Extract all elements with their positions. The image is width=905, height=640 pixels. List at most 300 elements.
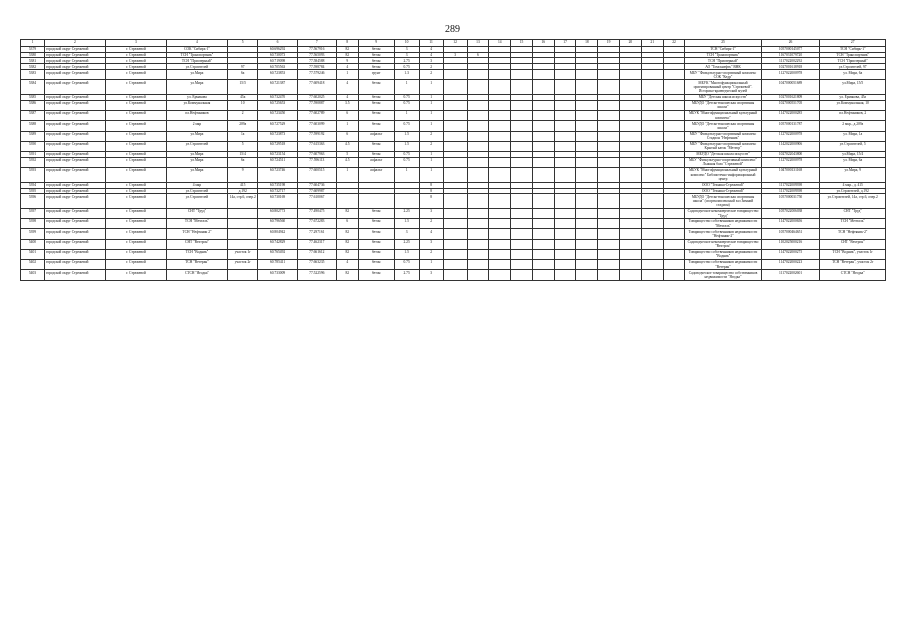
- table-cell: [598, 80, 620, 95]
- table-cell: 4: [419, 52, 443, 58]
- table-cell: [532, 70, 554, 80]
- table-cell: СНТ "Труд": [820, 208, 886, 218]
- table-cell: 77.565093: [297, 52, 336, 58]
- table-cell: [336, 194, 358, 209]
- table-cell: г. Стрежевой: [105, 239, 166, 249]
- table-cell: 5403: [21, 270, 45, 280]
- table-cell: 5: [227, 141, 258, 151]
- table-cell: ул.Коммунальная, 10: [820, 100, 886, 110]
- table-row: [21, 121, 886, 131]
- table-cell: ул. Мира, 6а: [820, 70, 886, 80]
- table-cell: [511, 70, 533, 80]
- table-cell: ТСН "Мечталь": [166, 219, 227, 229]
- table-cell: 77.522596: [297, 270, 336, 280]
- table-cell: Товарищество собственников недвижимости "Ветеран": [685, 260, 761, 270]
- table-cell: [663, 249, 685, 259]
- table-cell: [576, 100, 598, 110]
- table-cell: 4.5: [336, 141, 358, 151]
- table-cell: 60.727529: [258, 121, 297, 131]
- table-cell: 60.804942: [258, 229, 297, 239]
- table-cell: [467, 239, 489, 249]
- table-cell: [576, 121, 598, 131]
- table-cell: 60.723853: [258, 70, 297, 80]
- table-cell: [620, 239, 642, 249]
- table-cell: бетон: [358, 141, 394, 151]
- table-cell: 2.75: [394, 270, 419, 280]
- table-cell: [663, 141, 685, 151]
- table-cell: 5398: [21, 219, 45, 229]
- table-cell: ТСН "Приозерный": [166, 58, 227, 64]
- table-cell: 77.663235: [297, 260, 336, 270]
- table-cell: 0.75: [394, 100, 419, 110]
- table-row: [21, 168, 886, 183]
- table-cell: [443, 131, 467, 141]
- table-cell: [663, 208, 685, 218]
- table-cell: 5393: [21, 168, 45, 183]
- table-cell: г. Стрежевой: [105, 94, 166, 100]
- table-row: [21, 70, 886, 80]
- table-cell: [532, 239, 554, 249]
- table-cell: городской округ Стрежевой: [44, 229, 105, 239]
- table-cell: 1027000551705: [761, 100, 820, 110]
- table-cell: бетон: [358, 64, 394, 70]
- table-cell: ул.Строителей, 5: [820, 141, 886, 151]
- table-cell: ул. Ермакова, 45а: [820, 94, 886, 100]
- table-cell: [598, 131, 620, 141]
- table-cell: [663, 157, 685, 167]
- table-cell: [511, 249, 533, 259]
- table-cell: 5395: [21, 188, 45, 194]
- table-cell: ТСН "Водник", участок 1г: [820, 249, 886, 259]
- table-cell: [641, 157, 663, 167]
- table-cell: ООО "Техника-Стрежевой": [685, 188, 761, 194]
- table-cell: 8: [419, 194, 443, 209]
- table-cell: ТСН "Сибирь-1": [685, 46, 761, 52]
- table-cell: 15/4: [227, 151, 258, 157]
- table-cell: ул. Мира, 1а: [820, 131, 886, 141]
- table-cell: 1: [336, 168, 358, 183]
- table-cell: [620, 194, 642, 209]
- column-header: 15: [511, 40, 533, 47]
- table-cell: 2: [419, 70, 443, 80]
- table-cell: бетон: [358, 121, 394, 131]
- table-cell: [443, 249, 467, 259]
- table-cell: бетон: [358, 58, 394, 64]
- table-body: [21, 46, 886, 280]
- column-header: 3: [105, 40, 166, 47]
- table-cell: 1147022000656: [761, 219, 820, 229]
- table-cell: 5385: [21, 94, 45, 100]
- table-cell: городской округ Стрежевой: [44, 260, 105, 270]
- table-cell: городской округ Стрежевой: [44, 194, 105, 209]
- table-cell: [620, 219, 642, 229]
- table-cell: [641, 249, 663, 259]
- table-cell: бетон: [358, 151, 394, 157]
- table-cell: пл.Нефтяников, 2: [820, 111, 886, 121]
- table-cell: 0.75: [394, 260, 419, 270]
- column-header: 7: [297, 40, 336, 47]
- table-cell: СНТ "Вехтрон": [166, 239, 227, 249]
- table-cell: 0.75: [394, 64, 419, 70]
- table-cell: 60.723154: [258, 151, 297, 157]
- table-cell: 60.719098: [258, 58, 297, 64]
- table-cell: [443, 70, 467, 80]
- table-cell: ул.Коммунальная: [166, 100, 227, 110]
- table-cell: МБУ "Физкультурно-спортивный комплекс Крытый каток "Метеор": [685, 141, 761, 151]
- table-cell: [532, 219, 554, 229]
- table-cell: 1.5: [394, 249, 419, 259]
- table-cell: 60.723746: [258, 168, 297, 183]
- column-header: 20: [620, 40, 642, 47]
- table-cell: 77.661612: [297, 249, 336, 259]
- table-cell: 60.733009: [258, 270, 297, 280]
- table-cell: бетон: [358, 249, 394, 259]
- table-cell: [554, 131, 576, 141]
- table-cell: 9: [336, 58, 358, 64]
- table-cell: [576, 270, 598, 280]
- table-cell: 1147022000223: [761, 260, 820, 270]
- table-cell: [467, 131, 489, 141]
- table-cell: [443, 141, 467, 151]
- table-cell: 1147022000285: [761, 111, 820, 121]
- table-cell: ТСН "Водник": [166, 249, 227, 259]
- table-row: [21, 131, 886, 141]
- table-cell: [532, 229, 554, 239]
- table-cell: [576, 131, 598, 141]
- table-cell: [598, 229, 620, 239]
- table-cell: МБУДО "Детская школа искусств": [685, 151, 761, 157]
- table-cell: МБУ "Физкультурно-спортивный комплекс СОК "Кедр": [685, 70, 761, 80]
- table-cell: г. Стрежевой: [105, 260, 166, 270]
- table-cell: [554, 70, 576, 80]
- table-cell: 82: [336, 229, 358, 239]
- column-header: 18: [576, 40, 598, 47]
- table-cell: 1: [419, 168, 443, 183]
- table-cell: ул.Мира: [166, 151, 227, 157]
- table-cell: [467, 100, 489, 110]
- table-cell: 77.610067: [297, 194, 336, 209]
- table-cell: 1047000051689: [761, 80, 820, 95]
- table-cell: г. Стрежевой: [105, 100, 166, 110]
- table-cell: 60.721387: [258, 80, 297, 95]
- table-cell: [598, 111, 620, 121]
- table-cell: [598, 219, 620, 229]
- table-cell: ТСН "Нефтяник-2": [820, 229, 886, 239]
- table-cell: [443, 80, 467, 95]
- table-cell: [467, 270, 489, 280]
- table-cell: МБУ "Физкультурно-спортивный комплекс Стадион "Нефтяник": [685, 131, 761, 141]
- table-cell: [227, 229, 258, 239]
- table-cell: [620, 208, 642, 218]
- table-cell: 1117022009398: [761, 182, 820, 188]
- table-cell: [663, 168, 685, 183]
- table-cell: 1: [419, 100, 443, 110]
- table-cell: [598, 249, 620, 259]
- table-cell: 60.802773: [258, 208, 297, 218]
- table-cell: [663, 239, 685, 249]
- table-cell: [443, 194, 467, 209]
- table-cell: МБУДО "Детско-юношеская спортивная школа" (спорткомплексный зал Зимний стадион): [685, 194, 761, 209]
- table-cell: ТСН "Мечталь": [820, 219, 886, 229]
- table-cell: 415: [227, 182, 258, 188]
- table-cell: 1: [419, 151, 443, 157]
- table-cell: д.192: [227, 188, 258, 194]
- table-cell: 4: [336, 80, 358, 95]
- table-cell: бетон: [358, 80, 394, 95]
- table-row: [21, 111, 886, 121]
- table-cell: 82: [336, 249, 358, 259]
- table-cell: [511, 168, 533, 183]
- table-cell: 77.604736: [297, 182, 336, 188]
- table-cell: 1: [419, 80, 443, 95]
- registry-table: [20, 39, 886, 281]
- table-cell: 77.602025: [297, 94, 336, 100]
- table-cell: 77.600515: [297, 168, 336, 183]
- table-cell: 1057000031750: [761, 194, 820, 209]
- column-header: 2: [44, 40, 105, 47]
- table-cell: [511, 219, 533, 229]
- table-cell: 5400: [21, 239, 45, 249]
- table-cell: 10: [227, 100, 258, 110]
- table-cell: ТСН "Нефтяник 2": [166, 229, 227, 239]
- table-cell: [598, 260, 620, 270]
- table-cell: АО "Томскнефть" ВНК: [685, 64, 761, 70]
- table-cell: 1: [419, 121, 443, 131]
- table-cell: 1: [336, 121, 358, 131]
- column-header: 21: [641, 40, 663, 47]
- table-cell: 1027022043800: [761, 151, 820, 157]
- table-cell: городской округ Стрежевой: [44, 58, 105, 64]
- table-cell: [358, 194, 394, 209]
- table-cell: 0.75: [394, 151, 419, 157]
- table-cell: бетон: [358, 100, 394, 110]
- table-cell: ул.Мира, 9: [820, 168, 886, 183]
- table-cell: 1142022000906: [761, 141, 820, 151]
- table-cell: 2: [419, 249, 443, 259]
- table-cell: городской округ Стрежевой: [44, 249, 105, 259]
- table-cell: 4: [419, 229, 443, 239]
- table-cell: [443, 121, 467, 131]
- table-cell: СНТ "Труд": [166, 208, 227, 218]
- table-cell: 1102025000216: [761, 239, 820, 249]
- table-cell: 5379: [21, 46, 45, 52]
- table-cell: [663, 194, 685, 209]
- table-cell: 60.796560: [258, 219, 297, 229]
- table-cell: МБУК "Многофункциональный культурный комплекс": [685, 111, 761, 121]
- table-cell: 2: [419, 141, 443, 151]
- column-header: 12: [443, 40, 467, 47]
- table-cell: ул.Строителей, 97: [820, 64, 886, 70]
- table-cell: 77.615363: [297, 141, 336, 151]
- table-cell: [467, 111, 489, 121]
- table-cell: городской округ Стрежевой: [44, 94, 105, 100]
- table-cell: [576, 168, 598, 183]
- table-cell: 4: [336, 260, 358, 270]
- table-cell: бетон: [358, 260, 394, 270]
- table-cell: 60.735198: [258, 182, 297, 188]
- table-cell: [532, 208, 554, 218]
- table-cell: 1а: [227, 131, 258, 141]
- table-cell: 2.25: [394, 239, 419, 249]
- table-cell: [663, 70, 685, 80]
- column-header: 11: [419, 40, 443, 47]
- table-row: [21, 157, 886, 167]
- table-cell: городской округ Стрежевой: [44, 64, 105, 70]
- table-cell: городской округ Стрежевой: [44, 188, 105, 194]
- table-cell: 1047000131168: [761, 168, 820, 183]
- table-cell: 0.75: [394, 157, 419, 167]
- table-cell: [443, 208, 467, 218]
- table-cell: городской округ Стрежевой: [44, 46, 105, 52]
- table-cell: 5: [336, 151, 358, 157]
- table-cell: ТСН "Транспортник": [685, 52, 761, 58]
- table-cell: [620, 111, 642, 121]
- table-cell: [641, 141, 663, 151]
- table-cell: [598, 121, 620, 131]
- table-cell: [598, 208, 620, 218]
- table-cell: городской округ Стрежевой: [44, 52, 105, 58]
- table-cell: [663, 219, 685, 229]
- table-cell: [576, 260, 598, 270]
- table-cell: СНТ "Вехтрон": [820, 239, 886, 249]
- table-cell: городской округ Стрежевой: [44, 182, 105, 188]
- table-cell: ул.Мира: [166, 168, 227, 183]
- table-cell: 6: [336, 219, 358, 229]
- table-cell: 60.723873: [258, 131, 297, 141]
- table-cell: 60.696292: [258, 46, 297, 52]
- table-cell: 2: [419, 64, 443, 70]
- table-cell: 6: [467, 52, 489, 58]
- table-cell: ул.Строителей: [166, 141, 227, 151]
- table-cell: 77.584588: [297, 58, 336, 64]
- table-cell: [576, 208, 598, 218]
- table-cell: ул. Ермакова: [166, 94, 227, 100]
- table-cell: [532, 131, 554, 141]
- table-cell: асфальт: [358, 168, 394, 183]
- table-cell: [467, 194, 489, 209]
- table-cell: [532, 111, 554, 121]
- table-cell: ТСН "Транспортник": [820, 52, 886, 58]
- table-cell: г. Стрежевой: [105, 168, 166, 183]
- table-cell: [641, 239, 663, 249]
- table-cell: 60.732717: [258, 188, 297, 194]
- table-cell: [620, 270, 642, 280]
- table-cell: [489, 70, 511, 80]
- table-cell: 60.732470: [258, 94, 297, 100]
- table-cell: 3.5: [336, 100, 358, 110]
- table-cell: 5386: [21, 100, 45, 110]
- table-cell: бетон: [358, 46, 394, 52]
- table-cell: 5402: [21, 260, 45, 270]
- table-cell: [489, 168, 511, 183]
- table-cell: [489, 121, 511, 131]
- column-header: 13: [467, 40, 489, 47]
- table-cell: 1057022006038: [761, 208, 820, 218]
- table-cell: [598, 141, 620, 151]
- table-cell: 15/5: [227, 80, 258, 95]
- column-header: 22: [663, 40, 685, 47]
- table-cell: Садоводческое некоммерческое товарищество "Труд": [685, 208, 761, 218]
- column-header: 5: [227, 40, 258, 47]
- table-cell: [227, 219, 258, 229]
- table-cell: бетон: [358, 52, 394, 58]
- table-cell: [443, 111, 467, 121]
- table-cell: ТСН "Приозерный": [685, 58, 761, 64]
- table-cell: 0.75: [394, 121, 419, 131]
- table-cell: [663, 229, 685, 239]
- table-cell: [641, 131, 663, 141]
- table-cell: 82: [336, 270, 358, 280]
- table-cell: Садоводческое некоммерческое товарищество "Вехтрон": [685, 239, 761, 249]
- table-cell: бетон: [358, 111, 394, 121]
- table-cell: г. Стрежевой: [105, 131, 166, 141]
- table-cell: 4: [336, 64, 358, 70]
- table-cell: 77.672283: [297, 219, 336, 229]
- table-cell: асфальт: [358, 131, 394, 141]
- table-cell: [443, 168, 467, 183]
- table-cell: г. Стрежевой: [105, 64, 166, 70]
- table-cell: 3: [419, 270, 443, 280]
- table-cell: 4 мкр: [166, 182, 227, 188]
- table-cell: [620, 100, 642, 110]
- table-cell: [620, 121, 642, 131]
- table-cell: г. Стрежевой: [105, 270, 166, 280]
- table-cell: [511, 157, 533, 167]
- table-cell: [641, 219, 663, 229]
- table-cell: 5392: [21, 157, 45, 167]
- table-cell: [532, 168, 554, 183]
- table-cell: [620, 70, 642, 80]
- table-cell: 6: [336, 111, 358, 121]
- table-cell: городской округ Стрежевой: [44, 168, 105, 183]
- column-header: 10: [394, 40, 419, 47]
- table-cell: [489, 131, 511, 141]
- column-header: 16: [532, 40, 554, 47]
- table-cell: [641, 80, 663, 95]
- table-cell: [598, 168, 620, 183]
- table-row: [21, 239, 886, 249]
- table-cell: 2.75: [394, 58, 419, 64]
- table-cell: [227, 270, 258, 280]
- table-cell: ул.Строителей, 14а, стр.6, очер.2: [820, 194, 886, 209]
- table-cell: [620, 157, 642, 167]
- table-cell: Товарищество собственников недвижимости "Нефтяник-2": [685, 229, 761, 239]
- table-row: [21, 208, 886, 218]
- table-cell: 77.297161: [297, 229, 336, 239]
- table-cell: [489, 194, 511, 209]
- table-cell: 1: [419, 111, 443, 121]
- table-cell: [576, 219, 598, 229]
- table-cell: [532, 80, 554, 95]
- table-cell: 2: [419, 131, 443, 141]
- table-cell: бетон: [358, 239, 394, 249]
- table-cell: ул.Мира, 15/4: [820, 151, 886, 157]
- table-cell: 60.729518: [258, 141, 297, 151]
- table-cell: 4: [419, 46, 443, 52]
- table-cell: [489, 219, 511, 229]
- column-header: 4: [166, 40, 227, 47]
- table-cell: [641, 70, 663, 80]
- table-cell: [641, 270, 663, 280]
- table-cell: г. Стрежевой: [105, 229, 166, 239]
- table-cell: г. Стрежевой: [105, 52, 166, 58]
- table-cell: [576, 80, 598, 95]
- table-cell: 1117022002292: [761, 58, 820, 64]
- table-cell: ООО "Техника-Стрежевой": [685, 182, 761, 188]
- column-header: 1: [21, 40, 45, 47]
- table-cell: [554, 121, 576, 131]
- table-cell: городской округ Стрежевой: [44, 151, 105, 157]
